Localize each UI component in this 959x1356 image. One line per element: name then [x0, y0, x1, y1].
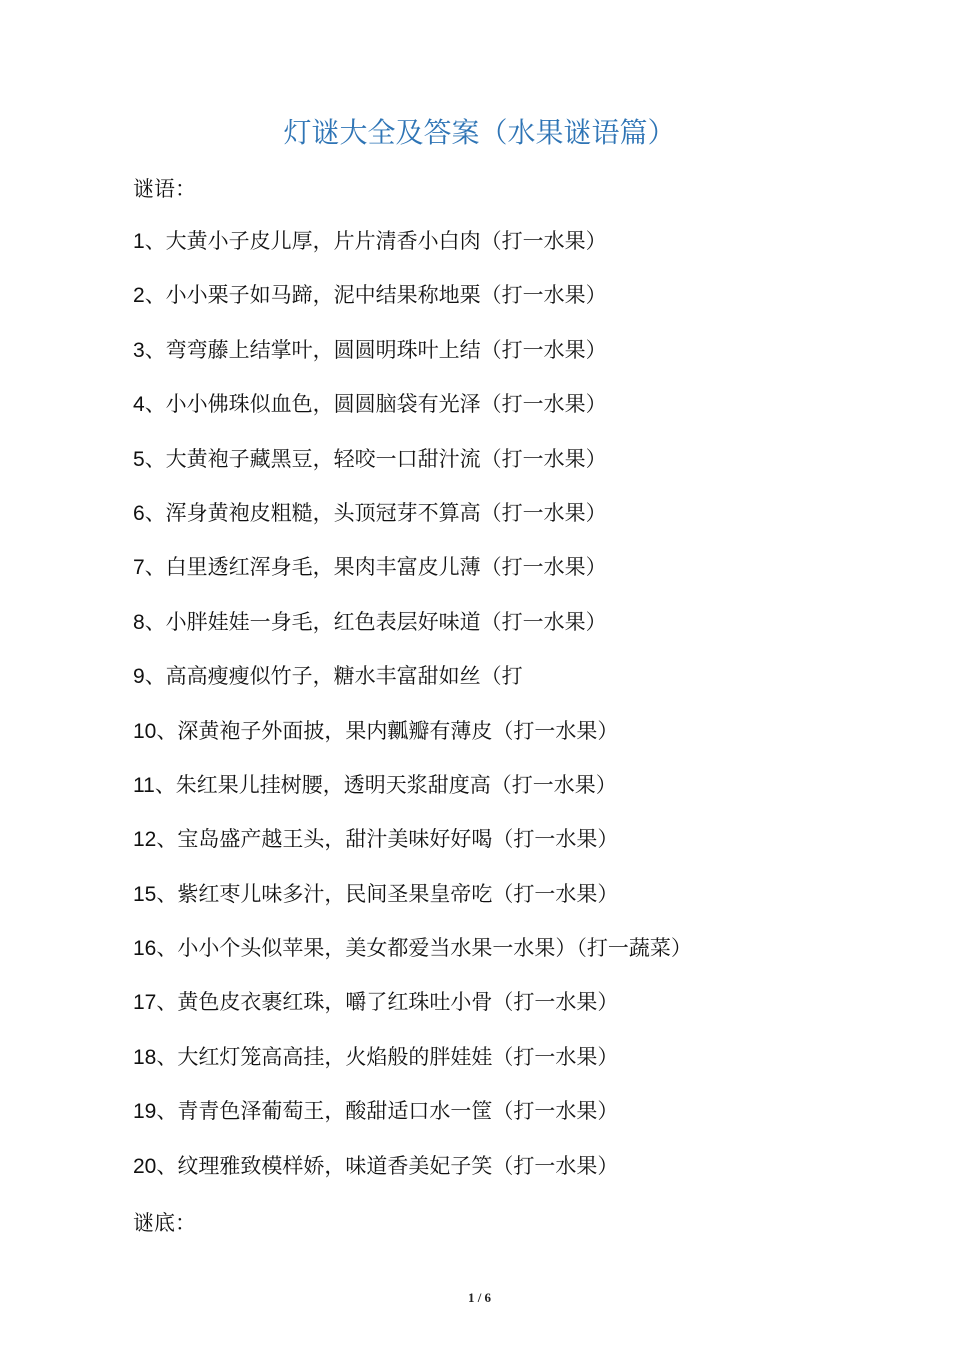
riddles-section-label: 谜语：: [133, 177, 196, 201]
riddle-text: 、弯弯藤上结掌叶，圆圆明珠叶上结（打一水果）: [144, 337, 607, 362]
riddle-number: 5: [133, 447, 145, 471]
riddle-number: 12: [133, 828, 157, 852]
riddle-number: 16: [133, 937, 157, 961]
riddle-text: 、小小栗子如马蹄，泥中结果称地栗（打一水果）: [144, 283, 607, 308]
riddle-number: 9: [133, 665, 145, 689]
page-title: 灯谜大全及答案（水果谜语篇）: [283, 116, 676, 149]
riddle-number: 20: [133, 1154, 157, 1178]
list-item: [133, 226, 692, 280]
page-number: 1 / 6: [467, 1290, 492, 1305]
riddle-text: 、浑身黄袍皮粗糙，头顶冠芽不算高（打一水果）: [144, 500, 607, 525]
riddle-number: 18: [133, 1045, 157, 1069]
riddle-number: 2: [133, 284, 145, 308]
list-item: [133, 607, 692, 661]
list-item: [133, 1151, 692, 1205]
list-item: [133, 552, 692, 606]
riddle-text: 、小小个头似苹果，美女都爱当水果一水果）（打一蔬菜）: [156, 936, 692, 961]
list-item: [133, 1096, 692, 1150]
riddle-number: 15: [133, 882, 157, 906]
riddle-number: 10: [133, 719, 157, 743]
list-item: [133, 661, 692, 715]
riddle-text: 、青青色泽葡萄王，酸甜适口水一筐（打一水果）: [156, 1099, 619, 1124]
list-item: [133, 879, 692, 933]
riddle-number: 6: [133, 501, 145, 525]
riddle-number: 7: [133, 556, 145, 580]
riddle-text: 、大黄小子皮儿厚，片片清香小白肉（打一水果）: [144, 229, 607, 253]
list-item: [133, 444, 692, 498]
riddle-number: 11: [133, 773, 155, 797]
riddle-number: 17: [133, 991, 157, 1015]
list-item: [133, 770, 692, 824]
riddle-text: 、黄色皮衣裹红珠，嚼了红珠吐小骨（打一水果）: [156, 990, 619, 1015]
riddle-number: 8: [133, 610, 145, 634]
riddle-number: 1: [133, 230, 145, 253]
list-item: [133, 335, 692, 389]
riddle-number: 19: [133, 1100, 157, 1124]
answers-section-label: 谜底：: [133, 1211, 196, 1235]
riddle-text: 、纹理雅致模样娇，味道香美妃子笑（打一水果）: [156, 1153, 619, 1178]
riddle-text: 、紫红枣儿味多汁，民间圣果皇帝吃（打一水果）: [156, 881, 619, 906]
riddle-list: [133, 226, 692, 1205]
list-item: [133, 389, 692, 443]
list-item: [133, 498, 692, 552]
riddle-number: 3: [133, 338, 145, 362]
riddle-text: 、朱红果儿挂树腰，透明天浆甜度高（打一水果）: [154, 772, 617, 797]
riddle-text: 、大黄袍子藏黑豆，轻咬一口甜汁流（打一水果）: [144, 446, 607, 471]
riddle-text: 、小小佛珠似血色，圆圆脑袋有光泽（打一水果）: [144, 392, 607, 417]
list-item: [133, 280, 692, 334]
list-item: [133, 933, 692, 987]
list-item: [133, 824, 692, 878]
list-item: [133, 987, 692, 1041]
riddle-text: 、白里透红浑身毛，果肉丰富皮儿薄（打一水果）: [144, 555, 607, 580]
list-item: [133, 1042, 692, 1096]
list-item: [133, 716, 692, 770]
riddle-number: 4: [133, 393, 145, 417]
riddle-text: 、宝岛盛产越王头，甜汁美味好好喝（打一水果）: [156, 827, 619, 852]
riddle-text: 、高高瘦瘦似竹子，糖水丰富甜如丝（打: [144, 664, 523, 689]
riddle-text: 、小胖娃娃一身毛，红色表层好味道（打一水果）: [144, 609, 607, 634]
riddle-text: 、大红灯笼高高挂，火焰般的胖娃娃（打一水果）: [156, 1044, 619, 1069]
riddle-text: 、深黄袍子外面披，果内瓤瓣有薄皮（打一水果）: [156, 718, 619, 743]
